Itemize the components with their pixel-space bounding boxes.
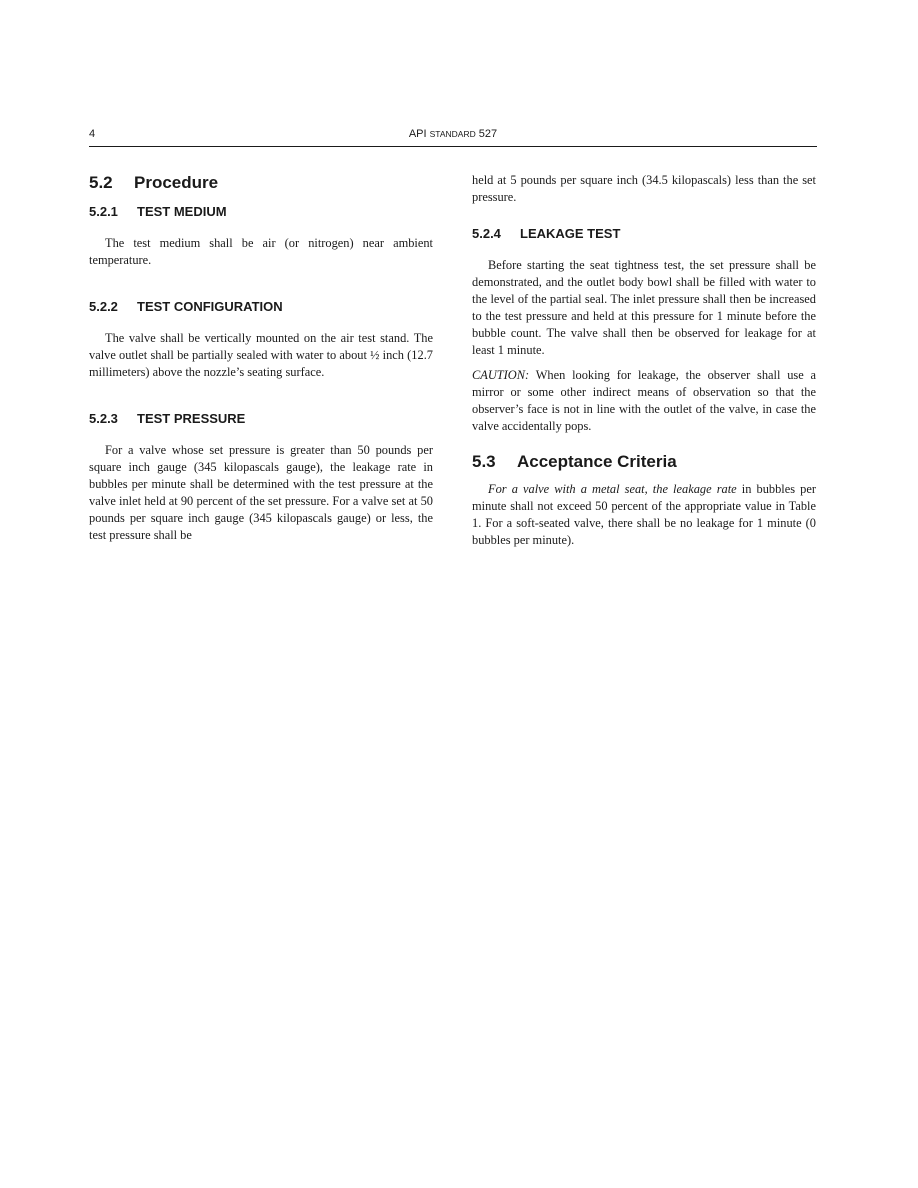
paragraph-test-medium: The test medium shall be air (or nitrogen) near ambient temperature.	[89, 236, 433, 267]
paragraph-leakage-test: Before starting the seat tightness test, the set pressure shall be demonstrated, and the outlet body bowl shall be filled with water to the level of the partial seal. The inlet pressure shall then be increased to the test pressure and held at this pressure for 1 minute before the bubble count. The valve shall then be observed for leakage for at least 1 minute.	[472, 258, 816, 357]
running-title: API STANDARD 527	[408, 128, 498, 140]
paragraph-test-configuration: The valve shall be vertically mounted on the air test stand. The valve outlet shall be partially sealed with water to about ½ inch (12.7 millimeters) above the nozzle’s seating surface.	[89, 331, 433, 379]
caution-note: CAUTION: When looking for leakage, the observer shall use a mirror or some other indirect means of observation so that the observer’s face is not in line with the outlet of the valve, in case the valve accidentally pops.	[472, 368, 816, 433]
section-heading-5-2-1: 5.2.1 TEST MEDIUM	[89, 204, 227, 219]
section-heading-5-3: 5.3 Acceptance Criteria	[472, 452, 677, 471]
page-header	[89, 128, 817, 146]
section-heading-5-2-2: 5.2.2 TEST CONFIGURATION	[89, 299, 283, 314]
section-heading-5-2-4: 5.2.4 LEAKAGE TEST	[472, 226, 621, 241]
paragraph-test-pressure-continued: held at 5 pounds per square inch (34.5 kilopascals) less than the set pressure.	[472, 173, 816, 204]
section-heading-5-2: 5.2 Procedure	[89, 173, 219, 192]
paragraph-acceptance-criteria: For a valve with a metal seat, the leakage rate in bubbles per minute shall not exceed 50 percent of the appropriate value in Table 1. For a soft-seated valve, there shall be no leakage for 1 minute (0 bubbles per minute).	[472, 482, 816, 547]
paragraph-test-pressure: For a valve whose set pressure is greater than 50 pounds per square inch gauge (345 kilopascals gauge), the leakage rate in bubbles per minute shall be determined with the test pressure at the valve inlet held at 90 percent of the set pressure. For a valve set at 50 pounds per square inch gauge (345 kilopascals gauge) or less, the test pressure shall be	[89, 443, 433, 542]
header-rule	[89, 146, 817, 147]
left-column	[89, 172, 433, 544]
page-number: 4	[89, 128, 96, 140]
right-column	[472, 172, 816, 549]
caution-label: CAUTION:	[472, 368, 530, 382]
section-heading-5-2-3: 5.2.3 TEST PRESSURE	[89, 411, 246, 426]
